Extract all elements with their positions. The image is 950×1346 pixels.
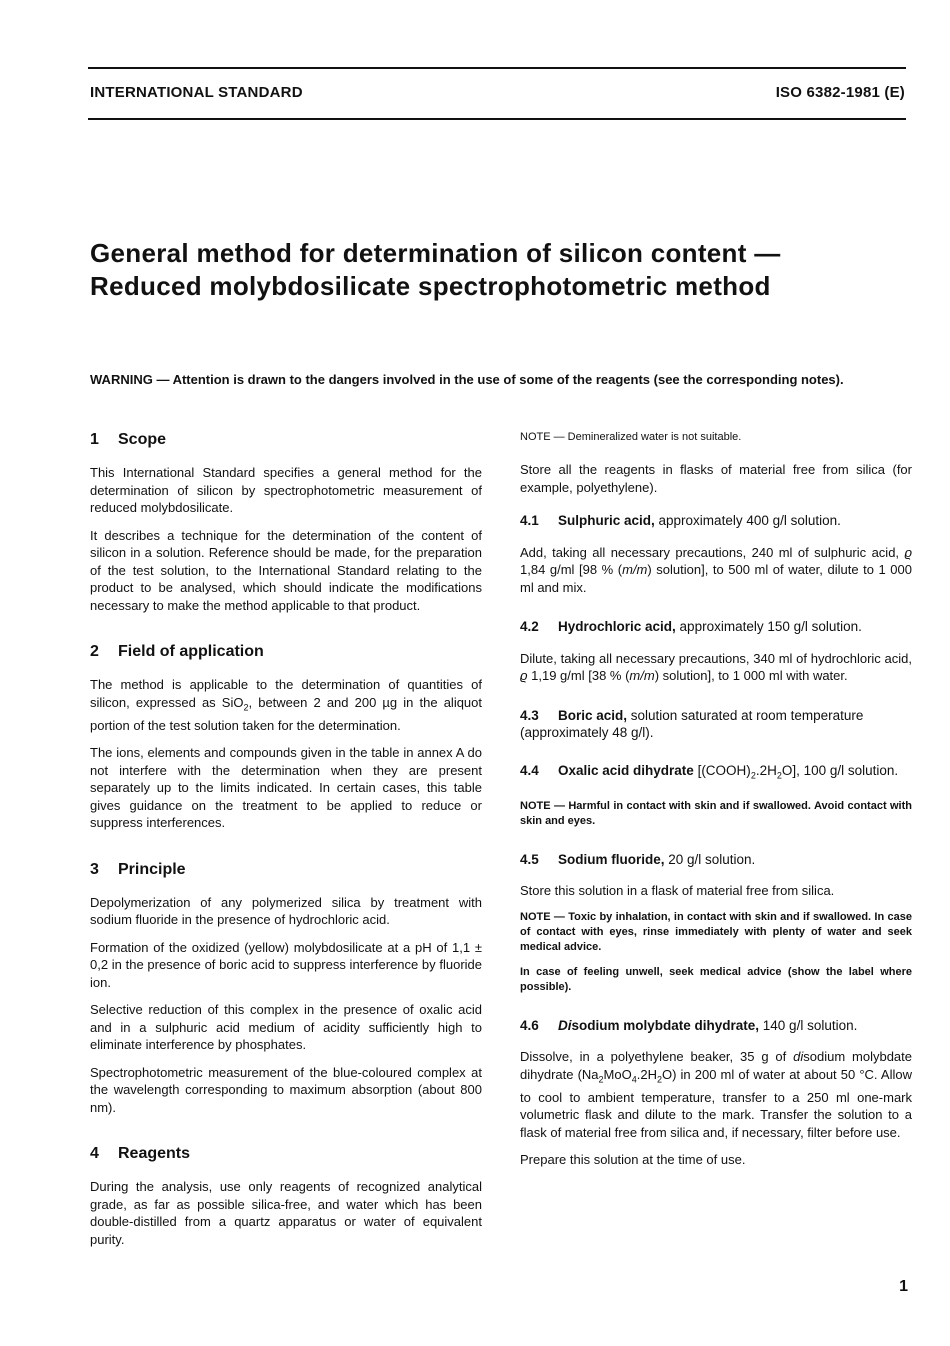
- standard-number: ISO 6382-1981 (E): [775, 84, 905, 101]
- page-number: 1: [899, 1278, 908, 1295]
- reagent-4-6-heading: 4.6 Disodium molybdate dihydrate, 140 g/l solution.: [520, 1017, 858, 1033]
- header-bottom-rule: [88, 118, 906, 120]
- principle-paragraph: Selective reduction of this complex in the presence of oxalic acid and in a sulphuric acid medium of acidity sufficiently high to eliminate interference by phosphates.: [90, 1002, 482, 1053]
- section-heading-scope: 1 Scope: [90, 431, 167, 448]
- reagent-4-4-heading: 4.4 Oxalic acid dihydrate $[(COOH)_2.2H_2O]$, 100 g/l solution.: [520, 762, 899, 781]
- reagent-4-2-paragraph: Dilute, taking all necessary precautions, 340 ml of hydrochloric acid, ϱ 1,19 g/ml [38 % (m/m) solution], to 1 000 ml with water.: [520, 650, 912, 683]
- scope-paragraph: It describes a technique for the determination of the content of silicon in a solution. Reference should be made, for the preparation of the test solution, to the International Standard relating to the product to be analysed, which should indicate the modifications necessary to make the method applicable to that product.: [90, 527, 482, 613]
- field-paragraph: The method is applicable to the determination of quantities of silicon, expressed as SiO$_2$, between 2 and 200 µg in the aliquot portion of the test solution taken for the determination.: [90, 677, 483, 733]
- oxalic-acid-safety-note: NOTE — Harmful in contact with skin and if swallowed. Avoid contact with skin and eyes.: [520, 799, 912, 827]
- left-column: [90, 430, 482, 1258]
- reagent-4-3-heading: 4.3 Boric acid, solution saturated at room temperature (approximately 48 g/l).: [520, 707, 864, 740]
- reagent-4-6-paragraph: Dissolve, in a polyethylene beaker, 35 g of disodium molybdate dihydrate $(Na_2MoO_4.2H_2O)$ in 200 ml of water at about 50 °C. Allow to cool to ambient temperature, transfer to a 250 ml one-mark volumetric flask and dilute to the mark. Transfer the solution to a flask of material free from silica and, if necessary, filter before use.: [520, 1049, 912, 1140]
- reagent-4-1-heading: 4.1 Sulphuric acid, approximately 400 g/l solution.: [520, 513, 841, 528]
- header-top-rule: [88, 67, 906, 69]
- principle-paragraph: Formation of the oxidized (yellow) molybdosilicate at a pH of 1,1 ± 0,2 in the presence of boric acid to suppress interference by fluoride ion.: [90, 939, 482, 990]
- warning-notice: WARNING — Attention is drawn to the dangers involved in the use of some of the reagents (see the corresponding notes).: [90, 372, 844, 387]
- reagent-4-6-preparation-note: Prepare this solution at the time of use.: [520, 1152, 746, 1168]
- document-title-line2: Reduced molybdosilicate spectrophotometric method: [90, 271, 771, 301]
- reagent-4-2-heading: 4.2 Hydrochloric acid, approximately 150 g/l solution.: [520, 619, 862, 634]
- water-note: NOTE — Demineralized water is not suitable.: [520, 431, 742, 443]
- document-type-label: INTERNATIONAL STANDARD: [90, 84, 303, 101]
- section-heading-field-of-application: 2 Field of application: [90, 643, 264, 660]
- principle-paragraph: Depolymerization of any polymerized silica by treatment with sodium fluoride in the presence of hydrochloric acid.: [90, 894, 482, 928]
- reagents-paragraph: During the analysis, use only reagents of recognized analytical grade, as far as possible silica-free, and water which has been double-distilled from a quartz apparatus or water of equivalent purity.: [90, 1179, 482, 1247]
- principle-paragraph: Spectrophotometric measurement of the blue-coloured complex at the wavelength corresponding to maximum absorption (about 800 nm).: [90, 1064, 482, 1115]
- reagents-storage-paragraph: Store all the reagents in flasks of material free from silica (for example, polyethylene).: [520, 462, 912, 495]
- reagent-4-5-paragraph: Store this solution in a flask of material free from silica.: [520, 883, 835, 899]
- document-title-line1: General method for determination of silicon content —: [90, 238, 781, 268]
- section-heading-reagents: 4 Reagents: [90, 1145, 191, 1163]
- scope-paragraph: This International Standard specifies a general method for the determination of silicon by spectrophotometric measurement of reduced molybdosilicate.: [90, 465, 482, 515]
- field-paragraph: The ions, elements and compounds given in the table in annex A do not interfere with the determination when they are present separately up to the limits indicated. In certain cases, this table gives guidance on the treatment to be applied to reduce or suppress interferences.: [90, 745, 482, 831]
- reagent-4-1-paragraph: Add, taking all necessary precautions, 240 ml of sulphuric acid, ϱ 1,84 g/ml [98 % (m/m) solution], to 500 ml of water, dilute to 1 000 ml and mix.: [520, 544, 912, 595]
- sodium-fluoride-safety-note: NOTE — Toxic by inhalation, in contact with skin and if swallowed. In case of contact with eyes, rinse immediately with plenty of water and seek medical advice.: [520, 910, 912, 953]
- sodium-fluoride-advice-note: In case of feeling unwell, seek medical advice (show the label where possible).: [520, 965, 912, 993]
- right-column: [520, 430, 912, 1179]
- section-heading-principle: 3 Principle: [90, 860, 186, 878]
- reagent-4-5-heading: 4.5 Sodium fluoride, 20 g/l solution.: [520, 851, 756, 867]
